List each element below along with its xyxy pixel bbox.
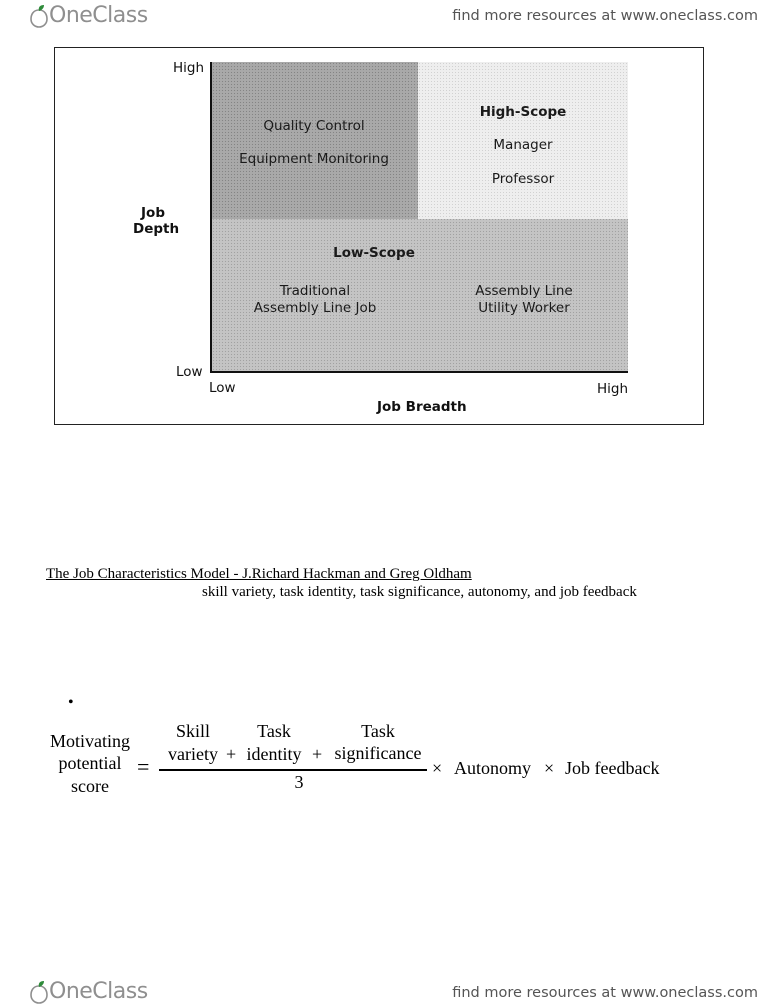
formula-times-2: × [544,758,555,778]
model-title: The Job Characteristics Model - J.Richard Hackman and Greg Oldham [46,566,472,582]
assembly-line-label: Assembly Line [475,283,573,299]
assembly-line-job-label: Assembly Line Job [253,300,377,316]
leaf-icon [30,4,48,28]
header-tagline[interactable]: find more resources at www.oneclass.com [452,8,758,24]
formula-equals: = [137,754,150,779]
formula-lhs-line3: score [71,776,109,796]
high-scope-title: High-Scope [479,104,567,120]
numerator-identity: identity [246,744,302,764]
quality-control-label: Quality Control [263,118,365,134]
y-axis-low-label: Low [176,364,203,380]
numerator-variety: variety [168,744,218,764]
x-axis-title: Job Breadth [377,399,467,415]
formula-lhs-line1: Motivating [50,731,130,751]
formula-autonomy: Autonomy [454,758,532,778]
utility-worker-label: Utility Worker [478,300,570,316]
job-depth-region [212,62,418,219]
model-dimensions: skill variety, task identity, task significance, autonomy, and job feedback [202,584,637,600]
traditional-label: Traditional [279,283,351,299]
x-axis-high-label: High [597,381,629,397]
professor-label: Professor [491,171,555,187]
footer-brand-name: OneClass [49,979,148,1004]
brand-name: OneClass [49,3,148,28]
plot-area [210,62,628,373]
denominator: 3 [294,772,304,792]
formula-lhs-line2: potential [58,753,122,773]
numerator-skill: Skill [175,721,211,741]
numerator-significance: significance [334,743,422,763]
x-axis-low-label: Low [209,380,236,396]
formula-plus-2: + [312,744,323,764]
numerator-task-2: Task [361,721,395,741]
oneclass-logo[interactable] [30,3,148,28]
equipment-monitoring-label: Equipment Monitoring [239,151,389,167]
bullet-point: • [68,694,74,711]
footer-tagline[interactable]: find more resources at www.oneclass.com [452,985,758,1001]
formula-plus-1: + [226,744,237,764]
y-axis-high-label: High [173,60,205,76]
formula-times-1: × [432,758,443,778]
footer-oneclass-logo[interactable] [30,979,148,1004]
formula-job-feedback: Job feedback [565,758,660,778]
fraction-bar [159,769,427,771]
y-axis-title-line1: Job [141,205,165,221]
low-scope-title: Low-Scope [333,245,415,261]
y-axis-title [133,205,180,237]
manager-label: Manager [493,137,553,153]
leaf-icon [30,980,48,1004]
job-scope-figure [54,47,704,425]
y-axis-title-line2: Depth [133,221,180,237]
numerator-task-1: Task [257,721,291,741]
